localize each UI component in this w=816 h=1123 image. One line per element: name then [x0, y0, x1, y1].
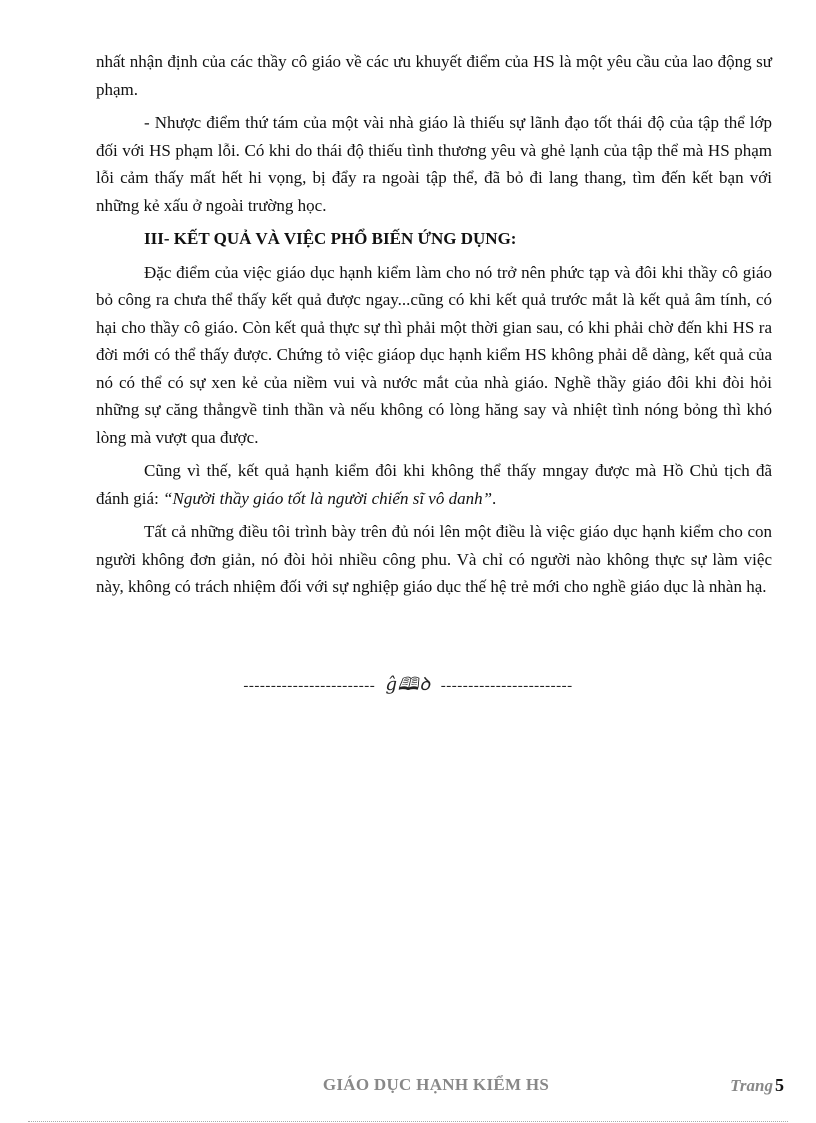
paragraph-continuation: nhất nhận định của các thầy cô giáo về các ưu khuyết điểm của HS là một yêu cầu của lao động sư phạm.: [96, 52, 772, 99]
ho-chi-minh-quote: “Người thầy giáo tốt là người chiến sĩ vô danh”: [163, 488, 493, 508]
quote-tail-text: .: [492, 488, 497, 508]
section-divider: [0, 672, 816, 702]
footer-rule: [28, 1121, 788, 1122]
document-body: [96, 48, 772, 607]
paragraph-conclusion: Tất cả những điều tôi trình bày trên đủ nói lên một điều là việc giáo dục hạnh kiểm cho con người không đơn giản, nó đòi hỏi nhiều công phu. Và chỉ có người nào không thực sự làm việc này, không có trách nhiệm đối với sự nghiệp giáo dục thế hệ trẻ mới cho nghề giáo dục là nhàn hạ.: [96, 522, 772, 596]
paragraph-results: Đặc điểm của việc giáo dục hạnh kiểm làm cho nó trở nên phức tạp và đôi khi thầy cô giáo bỏ công ra chưa thể thấy kết quả được ngay...cũng có khi kết quả trước mắt là kết quả âm tính, có hại cho thầy cô giáo. Còn kết quả thực sự thì phải một thời gian sau, có khi phải chờ đến khi HS ra đời mới có thể thấy được. Chứng tỏ việc giáop dục hạnh kiểm HS không phải dễ dàng, kết quả của nó có thể có sự xen kẻ của niềm vui và nước mắt của nhà giáo. Nghề thầy giáo đôi khi đòi hỏi những sự căng thẳngvề tinh thần và nếu không có lòng hăng say và nhiệt tình nóng bỏng thì khó lòng mà vượt qua được.: [96, 262, 772, 447]
page-footer: [28, 1075, 788, 1107]
paragraph-quote: [96, 457, 772, 512]
page-indicator: [730, 1075, 784, 1096]
book-ornament-icon: ĝ🕮ꝺ: [385, 674, 431, 695]
page-label: Trang: [730, 1076, 773, 1095]
paragraph-weakness-eight: - Nhược điểm thứ tám của một vài nhà giáo là thiếu sự lãnh đạo tốt thái độ của tập thể lớp đối với HS phạm lỗi. Có khi do thái độ thiếu tình thương yêu và ghẻ lạnh của tập thể mà HS phạm lỗi cảm thấy mất hết hi vọng, bị đẩy ra ngoài tập thể, đã bỏ đi lang thang, tìm đến kết bạn với những kẻ xấu ở ngoài trường học.: [96, 113, 772, 215]
footer-title: GIÁO DỤC HẠNH KIỂM HS: [322, 1075, 550, 1094]
quote-lead-text: Cũng vì thế, kết quả hạnh kiểm đôi khi không thể thấy mngay được mà Hồ Chủ tịch đã đánh giá:: [96, 461, 772, 508]
divider-dashes-left: ------------------------: [243, 678, 376, 694]
divider-dashes-right: ------------------------: [440, 678, 573, 694]
page-number: 5: [775, 1075, 784, 1095]
section-heading: III- KẾT QUẢ VÀ VIỆC PHỔ BIẾN ỨNG DỤNG:: [144, 229, 517, 248]
